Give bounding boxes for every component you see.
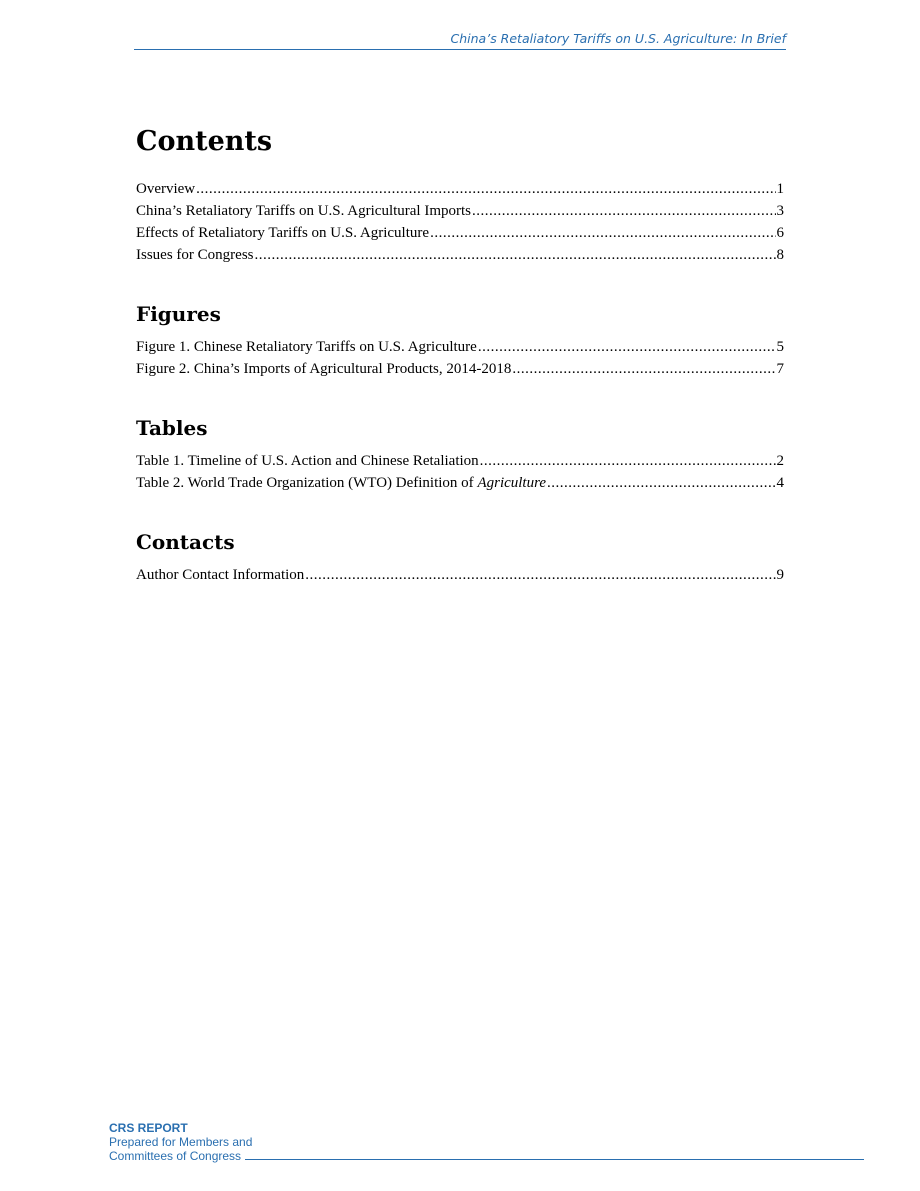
toc-entry-page: 5 <box>776 339 784 355</box>
toc-entry-title: Figure 1. Chinese Retaliatory Tariffs on U.S. Agriculture <box>136 339 477 355</box>
crs-footer <box>109 1121 864 1163</box>
contents-section <box>136 122 784 266</box>
toc-entry-effects[interactable] <box>136 222 784 244</box>
dot-leader <box>305 564 775 586</box>
toc-entry-title-italic: Agriculture <box>477 475 547 491</box>
toc-entry-title: Table 1. Timeline of U.S. Action and Chinese Retaliation <box>136 453 479 469</box>
contents-heading: Contents <box>136 126 273 157</box>
toc-entry-retaliatory-tariffs[interactable] <box>136 200 784 222</box>
toc-entry-title: China’s Retaliatory Tariffs on U.S. Agricultural Imports <box>136 203 472 219</box>
running-title: China’s Retaliatory Tariffs on U.S. Agriculture: In Brief <box>450 31 786 46</box>
toc-entry-title: Issues for Congress <box>136 247 254 263</box>
toc-entry-page: 7 <box>776 361 784 377</box>
running-header <box>134 30 786 50</box>
toc-entry-figure-2[interactable] <box>136 358 784 380</box>
figures-section <box>136 301 784 380</box>
footer-line-2: Prepared for Members and <box>109 1135 253 1149</box>
dot-leader <box>547 472 775 494</box>
dot-leader <box>512 358 775 380</box>
tables-section <box>136 415 784 494</box>
toc-entry-title: Figure 2. China’s Imports of Agricultural Products, 2014-2018 <box>136 361 512 377</box>
figures-heading: Figures <box>136 302 221 326</box>
dot-leader <box>472 200 775 222</box>
toc-entry-issues-for-congress[interactable] <box>136 244 784 266</box>
toc-entry-title: Effects of Retaliatory Tariffs on U.S. Agriculture <box>136 225 430 241</box>
toc-entry-page: 8 <box>776 247 784 263</box>
dot-leader <box>430 222 775 244</box>
toc-entry-title: Author Contact Information <box>136 567 305 583</box>
dot-leader <box>478 336 776 358</box>
toc-entry-title <box>136 472 546 494</box>
toc-entry-page: 1 <box>776 181 784 197</box>
toc-entry-author-contact[interactable] <box>136 564 784 586</box>
toc-entry-page: 3 <box>776 203 784 219</box>
toc-entry-title-text: Table 2. World Trade Organization (WTO) Definition of <box>136 475 478 491</box>
table-of-contents <box>136 122 784 621</box>
dot-leader <box>480 450 776 472</box>
toc-entry-figure-1[interactable] <box>136 336 784 358</box>
toc-entry-table-1[interactable] <box>136 450 784 472</box>
footer-line-3: Committees of Congress <box>109 1149 242 1163</box>
contacts-section <box>136 529 784 586</box>
footer-rule <box>245 1159 864 1160</box>
tables-heading: Tables <box>136 416 208 440</box>
footer-line-3-row <box>109 1149 864 1163</box>
toc-entry-page: 2 <box>776 453 784 469</box>
dot-leader <box>196 178 775 200</box>
dot-leader <box>255 244 776 266</box>
crs-report-label: CRS REPORT <box>109 1121 188 1135</box>
toc-entry-title: Overview <box>136 181 196 197</box>
toc-entry-page: 6 <box>776 225 784 241</box>
toc-entry-page: 9 <box>776 567 784 583</box>
toc-entry-overview[interactable] <box>136 178 784 200</box>
toc-entry-page: 4 <box>776 475 784 491</box>
toc-entry-table-2[interactable] <box>136 472 784 494</box>
contacts-heading: Contacts <box>136 530 235 554</box>
